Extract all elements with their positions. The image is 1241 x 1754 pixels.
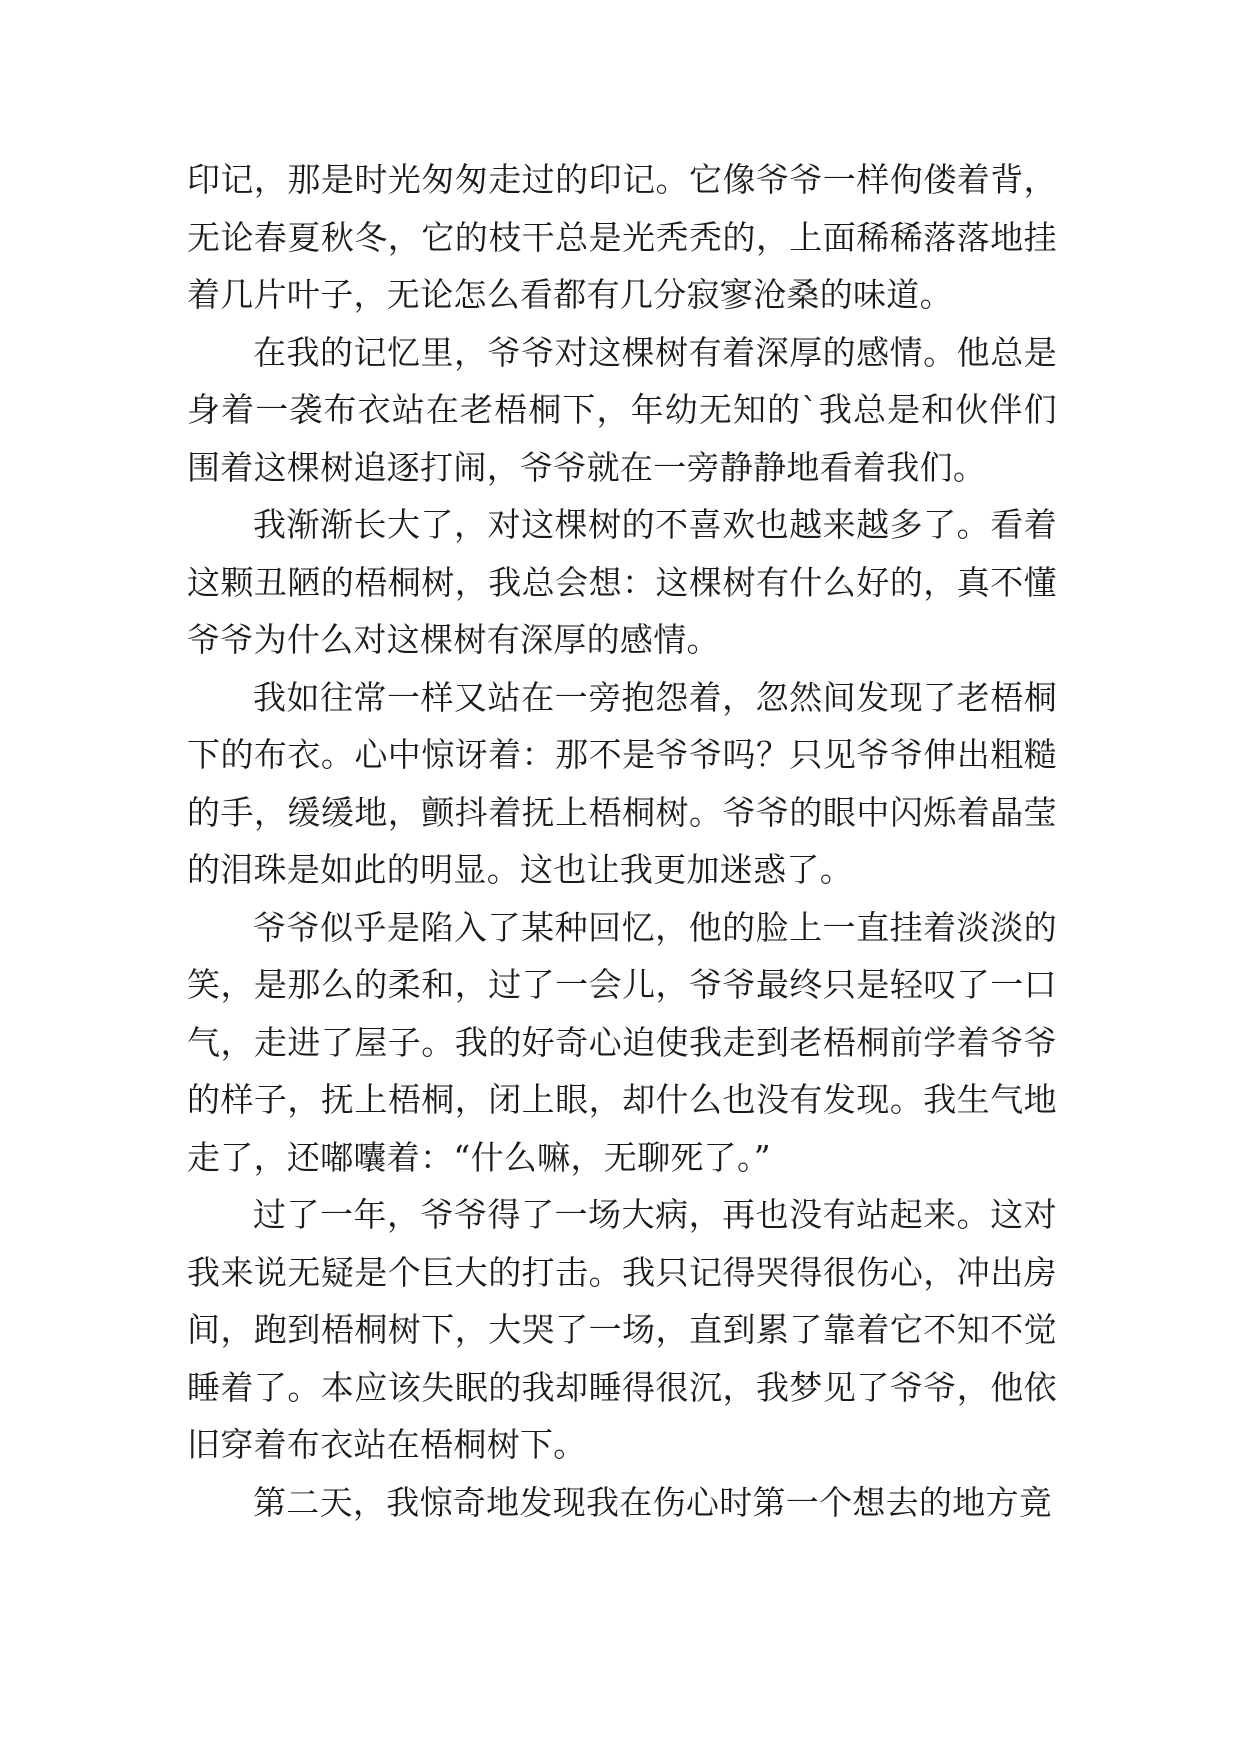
paragraph-2: 在我的记忆里，爷爷对这棵树有着深厚的感情。他总是身着一袭布衣站在老梧桐下，年幼无知的`我总是和伙伴们围着这棵树追逐打闹，爷爷就在一旁静静地看着我们。 bbox=[187, 332, 1057, 487]
body-text bbox=[187, 151, 1057, 1531]
paragraph-1: 印记，那是时光匆匆走过的印记。它像爷爷一样佝偻着背，无论春夏秋冬，它的枝干总是光秃秃的，上面稀稀落落地挂着几片叶子，无论怎么看都有几分寂寥沧桑的味道。 bbox=[187, 160, 1057, 314]
paragraph-7: 第二天，我惊奇地发现我在伤心时第一个想去的地方竟 bbox=[253, 1482, 1053, 1522]
paragraph-4: 我如往常一样又站在一旁抱怨着，忽然间发现了老梧桐下的布衣。心中惊讶着：那不是爷爷吗？只见爷爷伸出粗糙的手，缓缓地，颤抖着抚上梧桐树。爷爷的眼中闪烁着晶莹的泪珠是如此的明显。这也让我更加迷惑了。 bbox=[187, 677, 1057, 889]
paragraph-3: 我渐渐长大了，对这棵树的不喜欢也越来越多了。看着这颗丑陋的梧桐树，我总会想：这棵树有什么好的，真不懂爷爷为什么对这棵树有深厚的感情。 bbox=[187, 505, 1057, 659]
paragraph-5: 爷爷似乎是陷入了某种回忆，他的脸上一直挂着淡淡的笑，是那么的柔和，过了一会儿，爷爷最终只是轻叹了一口气，走进了屋子。我的好奇心迫使我走到老梧桐前学着爷爷的样子，抚上梧桐，闭上眼，却什么也没有发现。我生气地走了，还嘟囔着：“什么嘛，无聊死了。” bbox=[187, 907, 1057, 1177]
paragraph-6: 过了一年，爷爷得了一场大病，再也没有站起来。这对我来说无疑是个巨大的打击。我只记得哭得很伤心，冲出房间，跑到梧桐树下，大哭了一场，直到累了靠着它不知不觉睡着了。本应该失眠的我却睡得很沉，我梦见了爷爷，他依旧穿着布衣站在梧桐树下。 bbox=[187, 1195, 1057, 1464]
